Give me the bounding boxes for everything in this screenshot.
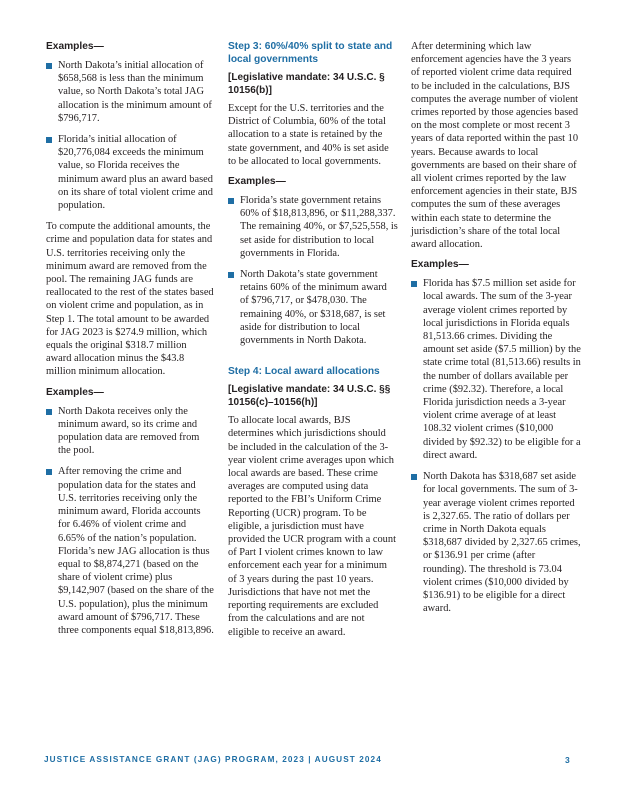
examples-list	[411, 277, 581, 615]
list-item	[228, 268, 398, 347]
paragraph: Except for the U.S. territories and the District of Columbia, 60% of the total allocation to a state is retained by the state government, and 40% is set aside to be allocated to local governments.	[228, 103, 389, 167]
list-item-text: North Dakota receives only the minimum award, so its crime and population data are removed from the pool.	[58, 405, 200, 457]
list-item-text: After removing the crime and population data for the states and U.S. territories receiving only the minimum award, Florida accounts for 6.46% of violent crime and 6.65% of the nation’s population. Florida’s new JAG allocation is thus equal to $8,874,271 (based on the share of violent crime) plus $9,142,907 (based on the share of the U.S. population), plus the minimum award amount of $796,717. These three components equal $18,813,896.	[58, 466, 214, 636]
step-3-mandate: [Legislative mandate: 34 U.S.C. § 10156(b)]	[228, 72, 385, 96]
square-bullet-icon	[228, 272, 234, 278]
list-item	[46, 133, 214, 212]
examples-heading: Examples—	[411, 259, 469, 271]
list-item	[411, 470, 581, 615]
examples-list	[46, 405, 214, 637]
list-item	[46, 59, 214, 125]
list-item-text: North Dakota’s state government retains 60% of the minimum award of $796,717, or $478,030. The remaining 40%, or $318,687, is set aside for distribution to local governments in North Dakota.	[240, 269, 387, 347]
square-bullet-icon	[46, 63, 52, 69]
square-bullet-icon	[46, 469, 52, 475]
list-item	[46, 405, 214, 458]
square-bullet-icon	[411, 474, 417, 480]
examples-heading: Examples—	[46, 386, 104, 398]
square-bullet-icon	[46, 137, 52, 143]
column-1	[46, 40, 214, 645]
paragraph: To compute the additional amounts, the crime and population data for states and U.S. territories receiving only the minimum award are removed from the pool. The remaining JAG funds are reallocated to the rest of the states based on violent crime and population, as in Step 1. The total amount to be awarded for JAG 2023 is $274.9 million, which equals the original $318.7 million award allocation minus the $43.8 million minimum allocation.	[46, 221, 214, 378]
step-3-heading: Step 3: 60%/40% split to state and local governments	[228, 41, 393, 65]
examples-list	[46, 59, 214, 212]
list-item-text: Florida has $7.5 million set aside for local awards. The sum of the 3-year average violent crimes reported by local jurisdictions in Florida equals 81,513.66 crimes. Dividing the amount set aside ($7.5 million) by the state crime total (81,513.66) results in the number of dollars available per crime ($92.32). Therefore, a local Florida jurisdiction needs a 3-year violent crime average of at least 108.32 violent crimes ($10,000 divided by $92.32) to be eligible for a direct award.	[423, 278, 581, 461]
page-number: 3	[565, 755, 570, 765]
step-4-heading: Step 4: Local award allocations	[228, 366, 380, 378]
list-item	[228, 194, 398, 260]
square-bullet-icon	[228, 198, 234, 204]
examples-heading: Examples—	[228, 176, 286, 188]
column-2	[228, 40, 398, 646]
list-item	[46, 465, 214, 637]
paragraph: After determining which law enforcement agencies have the 3 years of reported violent crime data required to be included in the calculations, BJS computes the average number of violent crimes reported by those agencies based on the most complete or most recent 3 years of data reported within the past 10 years. Because awards to local governments are based on their share of all violent crimes reported by the law enforcement agencies in their state, BJS computes the sum of these averages within each state to determine the jurisdiction’s share of the total local award allocation.	[411, 41, 579, 251]
square-bullet-icon	[46, 409, 52, 415]
list-item	[411, 277, 581, 462]
square-bullet-icon	[411, 281, 417, 287]
column-3	[411, 40, 581, 623]
list-item-text: North Dakota has $318,687 set aside for local governments. The sum of 3-year average violent crimes reported is 2,327.65. The ratio of dollars per crime in North Dakota equals $318,687 divided by 2,327.65 crimes, or $136.91 per crime (after rounding). The threshold is 73.04 violent crimes ($10,000 divided by $136.91) to be eligible for a direct award.	[423, 471, 581, 615]
list-item-text: Florida’s initial allocation of $20,776,084 exceeds the minimum value, so Florida receives the minimum award plus an award based on its share of total violent crime and population.	[58, 134, 213, 212]
footer-title: JUSTICE ASSISTANCE GRANT (JAG) PROGRAM, 2023 | AUGUST 2024	[44, 755, 382, 764]
paragraph: To allocate local awards, BJS determines which jurisdictions should be included in the calculation of the 3-year violent crime averages upon which local awards are based. These crime averages are computed using data reported to the FBI’s Uniform Crime Reporting (UCR) program. To be eligible, a jurisdiction must have provided the UCR program with a count of Part I violent crimes known to law enforcement each year for a minimum of 3 years during the past 10 years. Jurisdictions that have not met the reporting requirements are excluded from the calculations and are not eligible to receive an award.	[228, 415, 396, 638]
list-item-text: Florida’s state government retains 60% of $18,813,896, or $11,288,337. The remaining 40%, or $7,525,558, is set aside for distribution to local governments in Florida.	[240, 195, 398, 259]
examples-list	[228, 194, 398, 347]
examples-heading: Examples—	[46, 41, 104, 52]
list-item-text: North Dakota’s initial allocation of $658,568 is less than the minimum value, so North Dakota’s total JAG allocation is the minimum amount of $796,717.	[58, 60, 212, 124]
step-4-mandate: [Legislative mandate: 34 U.S.C. §§ 10156(c)–10156(h)]	[228, 384, 391, 409]
